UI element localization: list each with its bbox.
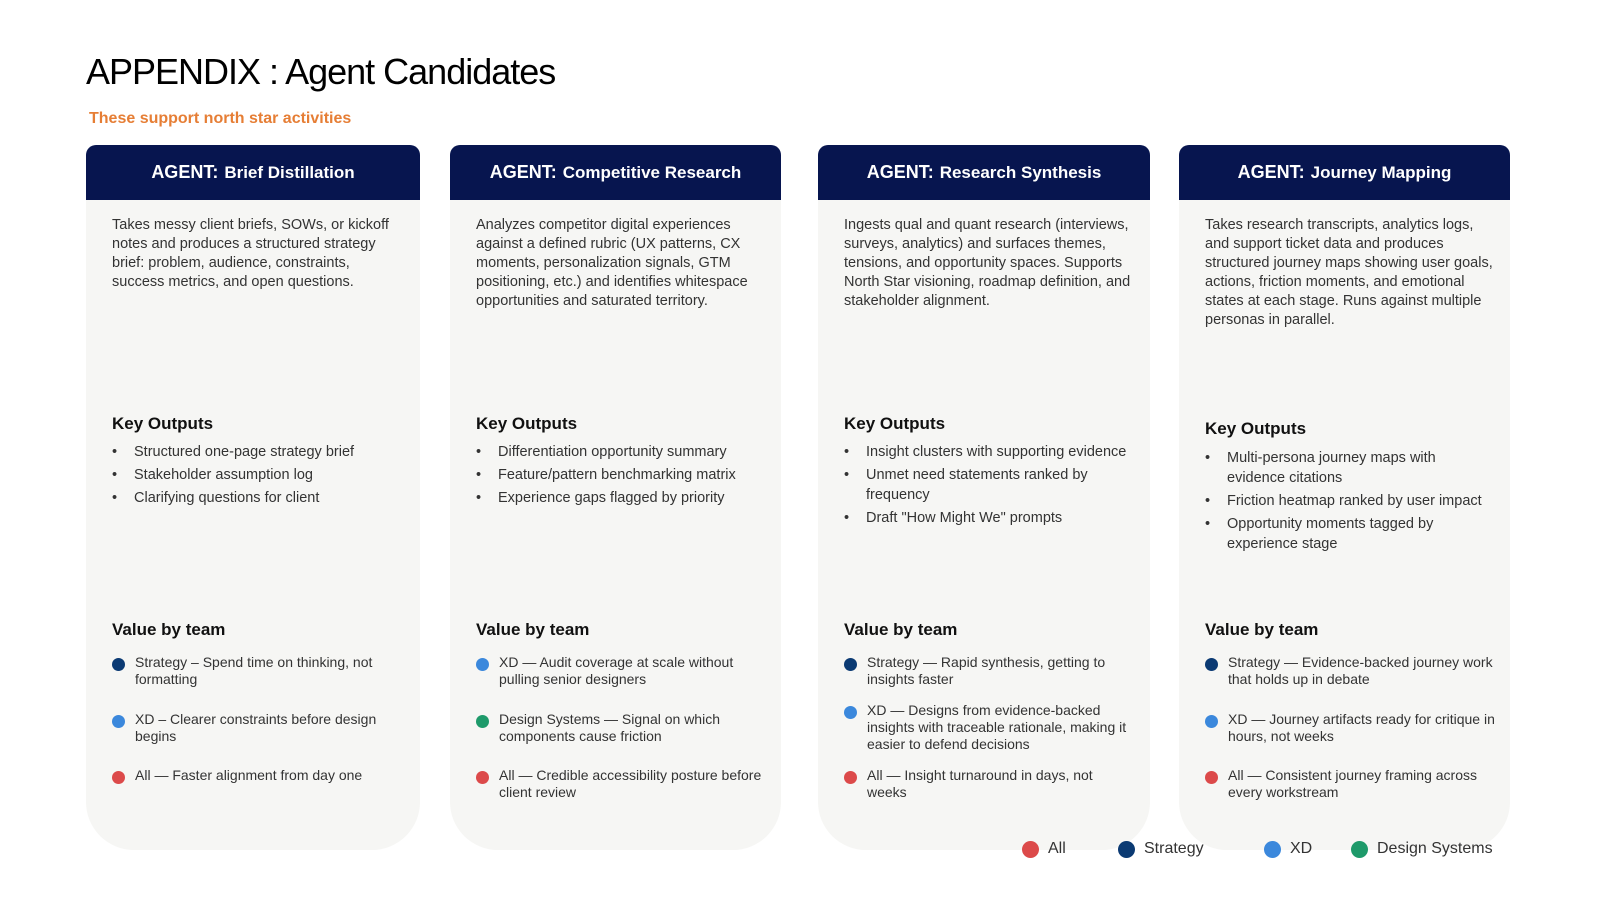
key-outputs-list <box>844 442 1132 531</box>
all-dot-icon <box>1022 841 1039 858</box>
agent-card-competitive-research <box>450 145 781 850</box>
card-header <box>450 145 781 200</box>
card-header-name: Journey Mapping <box>1310 162 1452 182</box>
xd-dot-icon <box>1264 841 1281 858</box>
card-header-name: Brief Distillation <box>224 162 355 182</box>
value-item <box>476 711 767 745</box>
key-outputs-list <box>112 442 402 511</box>
design-systems-dot-icon <box>1351 841 1368 858</box>
all-dot-icon <box>1205 771 1218 784</box>
value-by-team-title: Value by team <box>844 620 958 639</box>
value-text: Strategy — Rapid synthesis, getting to insights faster <box>867 654 1106 687</box>
value-by-team-title: Value by team <box>112 620 226 639</box>
page-title: APPENDIX : Agent Candidates <box>86 51 556 92</box>
value-by-team-title: Value by team <box>1205 620 1319 639</box>
key-outputs-title: Key Outputs <box>476 414 578 433</box>
value-item <box>844 702 1136 753</box>
all-dot-icon <box>844 771 857 784</box>
value-text: Strategy — Evidence-backed journey work that holds up in debate <box>1228 654 1493 687</box>
legend-label: XD <box>1290 840 1313 857</box>
agent-card-brief-distillation <box>86 145 420 850</box>
all-dot-icon <box>112 771 125 784</box>
card-header-prefix: AGENT: <box>489 162 557 182</box>
value-text: All — Credible accessibility posture before client review <box>499 767 762 800</box>
value-item <box>112 767 406 784</box>
value-item <box>476 654 767 688</box>
key-output-item: • Structured one-page strategy brief <box>112 442 402 462</box>
value-text: Design Systems — Signal on which components cause friction <box>499 711 720 744</box>
value-item <box>1205 711 1496 745</box>
value-item <box>844 767 1136 801</box>
strategy-dot-icon <box>1205 658 1218 671</box>
key-outputs-title: Key Outputs <box>112 414 214 433</box>
key-output-item: • Unmet need statements ranked by frequency <box>844 465 1132 505</box>
card-header-prefix: AGENT: <box>866 162 934 182</box>
value-item <box>1205 767 1496 801</box>
legend-label: All <box>1048 840 1066 857</box>
value-text: XD — Journey artifacts ready for critique in hours, not weeks <box>1228 711 1495 744</box>
key-output-item: • Clarifying questions for client <box>112 488 402 508</box>
card-header-name: Research Synthesis <box>939 162 1102 182</box>
key-output-item: • Experience gaps flagged by priority <box>476 488 763 508</box>
value-text: XD — Audit coverage at scale without pulling senior designers <box>499 654 734 687</box>
key-output-item: • Stakeholder assumption log <box>112 465 402 485</box>
card-header <box>818 145 1150 200</box>
legend-label: Design Systems <box>1377 840 1493 857</box>
card-header <box>1179 145 1510 200</box>
xd-dot-icon <box>112 715 125 728</box>
key-output-item: • Opportunity moments tagged by experience stage <box>1205 514 1492 554</box>
strategy-dot-icon <box>112 658 125 671</box>
key-outputs-list <box>1205 448 1492 557</box>
value-item <box>1205 654 1496 688</box>
key-output-item: • Differentiation opportunity summary <box>476 442 763 462</box>
value-item <box>844 654 1136 688</box>
card-header-name: Competitive Research <box>562 162 742 182</box>
agent-card-research-synthesis <box>818 145 1150 850</box>
value-item <box>476 767 767 801</box>
card-header-prefix: AGENT: <box>151 162 219 182</box>
agent-card-journey-mapping <box>1179 145 1510 850</box>
xd-dot-icon <box>476 658 489 671</box>
value-text: All — Faster alignment from day one <box>135 767 363 783</box>
value-by-team-title: Value by team <box>476 620 590 639</box>
legend-item-strategy <box>1118 840 1204 858</box>
strategy-dot-icon <box>844 658 857 671</box>
card-header-prefix: AGENT: <box>1237 162 1305 182</box>
strategy-dot-icon <box>1118 841 1135 858</box>
card-header <box>86 145 420 200</box>
legend-label: Strategy <box>1144 840 1204 857</box>
key-outputs-title: Key Outputs <box>1205 419 1307 438</box>
value-text: Strategy – Spend time on thinking, not formatting <box>135 654 373 687</box>
key-output-item: • Feature/pattern benchmarking matrix <box>476 465 763 485</box>
xd-dot-icon <box>1205 715 1218 728</box>
value-item <box>112 711 406 745</box>
card-description: Analyzes competitor digital experiences against a defined rubric (UX patterns, CX moments, personalization signals, GTM positioning, etc.) and identifies whitespace opportunities and saturated territory. <box>476 217 748 309</box>
design-systems-dot-icon <box>476 715 489 728</box>
card-description: Takes research transcripts, analytics logs, and support ticket data and produces structured journey maps showing user goals, actions, friction moments, and emotional states at each stage. Runs against multiple personas in parallel. <box>1205 217 1493 328</box>
legend-item-all <box>1022 840 1066 858</box>
value-text: XD — Designs from evidence-backed insights with traceable rationale, making it easier to defend decisions <box>867 702 1127 752</box>
key-output-item: • Friction heatmap ranked by user impact <box>1205 491 1492 511</box>
value-text: XD – Clearer constraints before design begins <box>135 711 377 744</box>
legend-item-design-systems <box>1351 840 1493 858</box>
value-text: All — Consistent journey framing across every workstream <box>1228 767 1477 800</box>
key-output-item: • Draft "How Might We" prompts <box>844 508 1132 528</box>
value-item <box>112 654 406 688</box>
all-dot-icon <box>476 771 489 784</box>
legend-item-xd <box>1264 840 1312 858</box>
card-description: Takes messy client briefs, SOWs, or kickoff notes and produces a structured strategy brief: problem, audience, constraints, success metrics, and open questions. <box>112 217 389 290</box>
key-outputs-list <box>476 442 763 511</box>
key-outputs-title: Key Outputs <box>844 414 946 433</box>
card-description: Ingests qual and quant research (interviews, surveys, analytics) and surfaces themes, tensions, and opportunity spaces. Supports North Star visioning, roadmap definition, and stakeholder alignment. <box>844 217 1131 309</box>
page-subtitle: These support north star activities <box>89 110 352 127</box>
value-text: All — Insight turnaround in days, not weeks <box>867 767 1093 800</box>
xd-dot-icon <box>844 706 857 719</box>
key-output-item: • Insight clusters with supporting evidence <box>844 442 1132 462</box>
key-output-item: • Multi-persona journey maps with evidence citations <box>1205 448 1492 488</box>
